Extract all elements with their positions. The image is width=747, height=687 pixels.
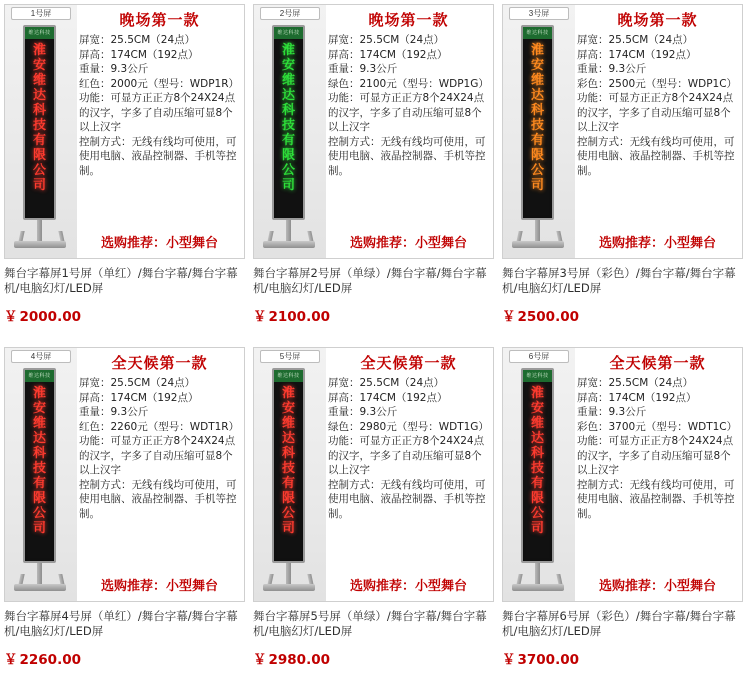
product-spec-panel (326, 348, 493, 601)
led-char: 公 (530, 163, 544, 178)
stand-base (512, 584, 564, 591)
product-headline: 全天候第一款 (609, 355, 706, 372)
product-headline: 全天候第一款 (111, 355, 208, 372)
product-headline: 晚场第一款 (368, 12, 449, 29)
spec-line: 控制方式：无线有线均可使用，可使用电脑、液晶控制器、手机等控制。 (577, 478, 735, 520)
led-char: 技 (281, 118, 295, 133)
led-sign (23, 25, 56, 220)
led-sign-text (523, 382, 552, 536)
led-char: 公 (32, 506, 46, 521)
led-char: 淮 (32, 43, 46, 58)
product-cell[interactable] (249, 343, 498, 686)
spec-line: 彩色：2500元（型号：WDP1C） (577, 77, 738, 90)
price-amount: 3700.00 (517, 652, 579, 668)
led-char: 有 (32, 133, 46, 148)
led-char: 科 (281, 446, 295, 461)
product-price (4, 648, 245, 668)
screen-number-tag: 3号屏 (509, 7, 569, 20)
product-title-link[interactable]: 舞台字幕屏5号屏（单绿）/舞台字幕/舞台字幕机/电脑幻灯/LED屏 (253, 609, 487, 638)
product-cell[interactable] (0, 0, 249, 343)
stand-base (263, 584, 315, 591)
led-char: 公 (530, 506, 544, 521)
led-char: 限 (530, 491, 544, 506)
led-char: 安 (32, 58, 46, 73)
led-char: 司 (530, 178, 544, 193)
product-image-card[interactable] (502, 4, 743, 259)
led-char: 限 (32, 491, 46, 506)
spec-line: 屏宽：25.5CM（24点） (328, 377, 445, 389)
stand-base (512, 241, 564, 248)
led-sign-text (523, 39, 552, 193)
product-headline: 晚场第一款 (617, 12, 698, 29)
spec-line: 重量：9.3公斤 (79, 406, 149, 418)
spec-line: 屏高：174CM（192点） (328, 391, 448, 404)
spec-line: 功能：可显方正正方8个24X24点的汉字，字多了自动压缩可显8个以上汉字 (79, 92, 236, 133)
product-photo (254, 348, 326, 601)
spec-line: 红色：2260元（型号：WDT1R） (79, 420, 240, 433)
led-char: 达 (281, 88, 295, 103)
promo-recommendation: 选购推荐：小型舞台 (598, 578, 716, 593)
led-char: 淮 (530, 386, 544, 401)
currency-symbol: ￥ (502, 309, 516, 325)
spec-line: 控制方式：无线有线均可使用，可使用电脑、液晶控制器、手机等控制。 (328, 478, 486, 520)
product-spec-panel (575, 348, 742, 601)
spec-line: 绿色：2980元（型号：WDT1G） (328, 420, 489, 433)
spec-line: 控制方式：无线有线均可使用，可使用电脑、液晶控制器、手机等控制。 (79, 478, 237, 520)
product-image-card[interactable] (253, 347, 494, 602)
product-spec-panel (575, 5, 742, 258)
led-char: 淮 (530, 43, 544, 58)
screen-number-tag: 6号屏 (509, 350, 569, 363)
spec-line: 屏高：174CM（192点） (577, 48, 697, 61)
led-char: 科 (281, 103, 295, 118)
product-photo (254, 5, 326, 258)
led-char: 维 (530, 416, 544, 431)
product-price (253, 648, 494, 668)
led-char: 司 (32, 521, 46, 536)
led-char: 科 (530, 446, 544, 461)
price-amount: 2260.00 (19, 652, 81, 668)
spec-line: 功能：可显方正正方8个24X24点的汉字，字多了自动压缩可显8个以上汉字 (79, 435, 236, 476)
product-title-link[interactable]: 舞台字幕屏2号屏（单绿）/舞台字幕/舞台字幕机/电脑幻灯/LED屏 (253, 266, 487, 295)
product-cell[interactable] (498, 0, 747, 343)
product-image-card[interactable] (4, 347, 245, 602)
led-char: 有 (281, 133, 295, 148)
spec-line: 红色：2000元（型号：WDP1R） (79, 77, 239, 90)
product-spec-panel (326, 5, 493, 258)
led-sign-badge: 维达科技 (523, 370, 552, 382)
stand-base (263, 241, 315, 248)
led-sign (521, 368, 554, 563)
spec-line: 重量：9.3公斤 (577, 63, 647, 75)
product-price (253, 305, 494, 325)
led-sign (272, 368, 305, 563)
spec-line: 屏高：174CM（192点） (79, 48, 199, 61)
product-title-link[interactable]: 舞台字幕屏1号屏（单红）/舞台字幕/舞台字幕机/电脑幻灯/LED屏 (4, 266, 238, 295)
led-sign-badge: 维达科技 (25, 370, 54, 382)
led-char: 限 (281, 491, 295, 506)
currency-symbol: ￥ (4, 309, 18, 325)
led-char: 安 (530, 401, 544, 416)
led-char: 技 (32, 118, 46, 133)
spec-line: 屏宽：25.5CM（24点） (79, 34, 196, 46)
product-title-link[interactable]: 舞台字幕屏6号屏（彩色）/舞台字幕/舞台字幕机/电脑幻灯/LED屏 (502, 609, 736, 638)
price-amount: 2980.00 (268, 652, 330, 668)
led-char: 科 (32, 446, 46, 461)
spec-line: 屏宽：25.5CM（24点） (79, 377, 196, 389)
led-char: 司 (281, 178, 295, 193)
product-photo (503, 348, 575, 601)
led-char: 维 (281, 73, 295, 88)
led-char: 安 (281, 58, 295, 73)
spec-line: 功能：可显方正正方8个24X24点的汉字，字多了自动压缩可显8个以上汉字 (577, 92, 734, 133)
screen-number-tag: 1号屏 (11, 7, 71, 20)
product-spec-panel (77, 5, 244, 258)
led-char: 技 (281, 461, 295, 476)
promo-recommendation: 选购推荐：小型舞台 (349, 235, 467, 250)
screen-number-tag: 2号屏 (260, 7, 320, 20)
led-char: 公 (281, 506, 295, 521)
product-headline: 晚场第一款 (119, 12, 200, 29)
product-photo (5, 348, 77, 601)
currency-symbol: ￥ (502, 652, 516, 668)
screen-number-tag: 4号屏 (11, 350, 71, 363)
spec-line: 重量：9.3公斤 (577, 406, 647, 418)
currency-symbol: ￥ (4, 652, 18, 668)
led-char: 达 (32, 431, 46, 446)
product-title-link[interactable]: 舞台字幕屏4号屏（单红）/舞台字幕/舞台字幕机/电脑幻灯/LED屏 (4, 609, 238, 638)
led-char: 安 (281, 401, 295, 416)
spec-line: 控制方式：无线有线均可使用，可使用电脑、液晶控制器、手机等控制。 (79, 135, 237, 177)
led-char: 维 (530, 73, 544, 88)
led-char: 公 (281, 163, 295, 178)
spec-line: 功能：可显方正正方8个24X24点的汉字，字多了自动压缩可显8个以上汉字 (328, 435, 485, 476)
promo-recommendation: 选购推荐：小型舞台 (100, 578, 218, 593)
led-char: 限 (530, 148, 544, 163)
product-image-card[interactable] (502, 347, 743, 602)
led-char: 技 (32, 461, 46, 476)
price-amount: 2100.00 (268, 309, 330, 325)
promo-recommendation: 选购推荐：小型舞台 (349, 578, 467, 593)
led-sign-badge: 维达科技 (523, 27, 552, 39)
led-char: 技 (530, 461, 544, 476)
spec-line: 彩色：3700元（型号：WDT1C） (577, 420, 738, 433)
product-photo (5, 5, 77, 258)
product-photo (503, 5, 575, 258)
led-char: 司 (530, 521, 544, 536)
product-cell[interactable] (498, 343, 747, 686)
spec-line: 屏宽：25.5CM（24点） (328, 34, 445, 46)
led-char: 司 (281, 521, 295, 536)
product-cell[interactable] (249, 0, 498, 343)
led-sign-badge: 维达科技 (25, 27, 54, 39)
product-headline: 全天候第一款 (360, 355, 457, 372)
product-title-link[interactable]: 舞台字幕屏3号屏（彩色）/舞台字幕/舞台字幕机/电脑幻灯/LED屏 (502, 266, 736, 295)
led-char: 有 (281, 476, 295, 491)
led-char: 司 (32, 178, 46, 193)
led-char: 有 (32, 476, 46, 491)
product-image-card[interactable] (4, 4, 245, 259)
led-char: 达 (281, 431, 295, 446)
spec-line: 重量：9.3公斤 (328, 63, 398, 75)
led-char: 安 (530, 58, 544, 73)
led-char: 淮 (32, 386, 46, 401)
spec-line: 控制方式：无线有线均可使用，可使用电脑、液晶控制器、手机等控制。 (577, 135, 735, 177)
led-sign-badge: 维达科技 (274, 370, 303, 382)
stand-base (14, 584, 66, 591)
led-sign (23, 368, 56, 563)
led-char: 限 (281, 148, 295, 163)
product-price (502, 305, 743, 325)
led-sign-badge: 维达科技 (274, 27, 303, 39)
spec-line: 屏宽：25.5CM（24点） (577, 34, 694, 46)
currency-symbol: ￥ (253, 652, 267, 668)
led-sign (272, 25, 305, 220)
led-char: 科 (530, 103, 544, 118)
led-sign-text (25, 382, 54, 536)
product-price (502, 648, 743, 668)
spec-line: 屏高：174CM（192点） (577, 391, 697, 404)
led-char: 维 (281, 416, 295, 431)
spec-line: 控制方式：无线有线均可使用，可使用电脑、液晶控制器、手机等控制。 (328, 135, 486, 177)
screen-number-tag: 5号屏 (260, 350, 320, 363)
led-char: 有 (530, 133, 544, 148)
spec-line: 屏高：174CM（192点） (79, 391, 199, 404)
led-sign (521, 25, 554, 220)
price-amount: 2500.00 (517, 309, 579, 325)
spec-line: 功能：可显方正正方8个24X24点的汉字，字多了自动压缩可显8个以上汉字 (328, 92, 485, 133)
product-spec-panel (77, 348, 244, 601)
led-char: 公 (32, 163, 46, 178)
price-amount: 2000.00 (19, 309, 81, 325)
led-char: 技 (530, 118, 544, 133)
spec-line: 重量：9.3公斤 (328, 406, 398, 418)
currency-symbol: ￥ (253, 309, 267, 325)
stand-base (14, 241, 66, 248)
led-char: 限 (32, 148, 46, 163)
led-char: 维 (32, 416, 46, 431)
led-char: 达 (32, 88, 46, 103)
spec-line: 功能：可显方正正方8个24X24点的汉字，字多了自动压缩可显8个以上汉字 (577, 435, 734, 476)
promo-recommendation: 选购推荐：小型舞台 (598, 235, 716, 250)
led-char: 淮 (281, 43, 295, 58)
spec-line: 重量：9.3公斤 (79, 63, 149, 75)
led-sign-text (25, 39, 54, 193)
led-char: 有 (530, 476, 544, 491)
led-char: 安 (32, 401, 46, 416)
spec-line: 屏高：174CM（192点） (328, 48, 448, 61)
led-char: 淮 (281, 386, 295, 401)
led-char: 达 (530, 431, 544, 446)
product-image-card[interactable] (253, 4, 494, 259)
spec-line: 绿色：2100元（型号：WDP1G） (328, 77, 489, 90)
led-char: 维 (32, 73, 46, 88)
product-cell[interactable] (0, 343, 249, 686)
promo-recommendation: 选购推荐：小型舞台 (100, 235, 218, 250)
led-sign-text (274, 39, 303, 193)
spec-line: 屏宽：25.5CM（24点） (577, 377, 694, 389)
led-char: 达 (530, 88, 544, 103)
led-char: 科 (32, 103, 46, 118)
product-price (4, 305, 245, 325)
led-sign-text (274, 382, 303, 536)
